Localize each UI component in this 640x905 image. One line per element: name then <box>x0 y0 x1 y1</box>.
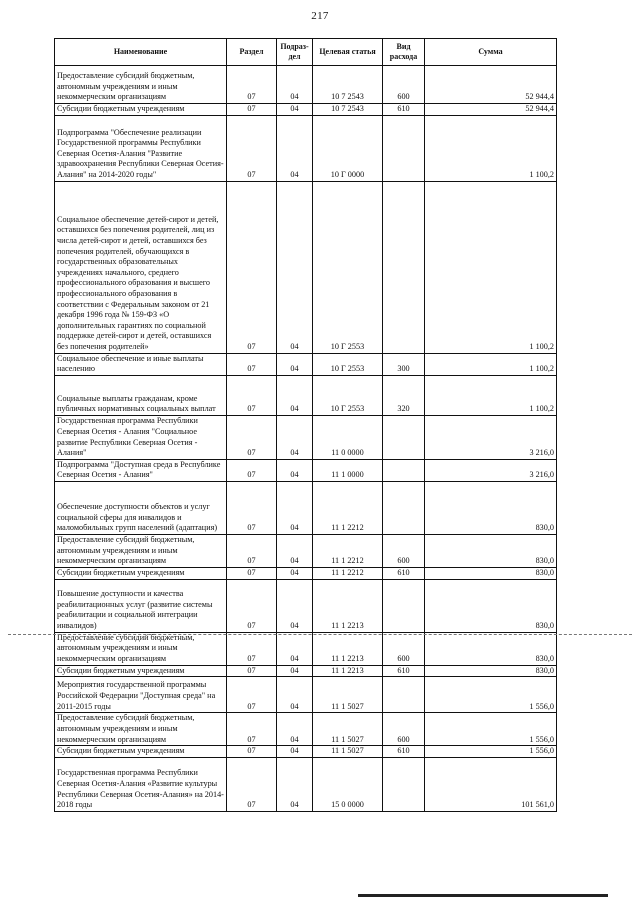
row-name-cell: Субсидии бюджетным учреждениям <box>55 104 227 116</box>
row-name-cell: Предоставление субсидий бюджетным, автономным учреждениям и иным некоммерческим организациям <box>55 632 227 665</box>
table-row <box>55 579 557 632</box>
row-name-cell: Предоставление субсидий бюджетным, автономным учреждениям и иным некоммерческим организациям <box>55 713 227 746</box>
page-cut-divider <box>8 634 632 635</box>
row-sum-cell: 1 556,0 <box>425 677 557 713</box>
row-name-cell: Предоставление субсидий бюджетным, автономным учреждениям и иным некоммерческим организациям <box>55 534 227 567</box>
row-article-cell: 10 7 2543 <box>313 104 383 116</box>
row-sum-cell: 1 100,2 <box>425 353 557 375</box>
row-sum-cell: 830,0 <box>425 481 557 534</box>
row-subsection-cell: 04 <box>277 579 313 632</box>
row-sum-cell: 1 100,2 <box>425 375 557 415</box>
row-section-cell: 07 <box>227 713 277 746</box>
row-expense-type-cell: 600 <box>383 66 425 104</box>
row-subsection-cell: 04 <box>277 115 313 181</box>
row-expense-type-cell <box>383 579 425 632</box>
table-header-row <box>55 39 557 66</box>
row-article-cell: 11 1 2212 <box>313 567 383 579</box>
budget-table <box>54 38 557 812</box>
row-name-cell: Предоставление субсидий бюджетным, автономным учреждениям и иным некоммерческим организациям <box>55 66 227 104</box>
row-name-cell: Мероприятия государственной программы Российской Федерации "Доступная среда" на 2011-2015 годы <box>55 677 227 713</box>
row-article-cell: 11 1 2213 <box>313 665 383 677</box>
row-name-cell: Государственная программа Республики Северная Осетия - Алания "Социальное развитие Республики Северная Осетия - Алания" <box>55 415 227 459</box>
row-name-cell: Государственная программа Республики Северная Осетия-Алания «Развитие культуры Республики Северная Осетия-Алания» на 2014-2018 годы <box>55 757 227 811</box>
footer-rule <box>358 894 608 897</box>
row-section-cell: 07 <box>227 459 277 481</box>
table-row <box>55 632 557 665</box>
row-name-cell: Обеспечение доступности объектов и услуг социальной сферы для инвалидов и маломобильных групп населений (адаптация) <box>55 481 227 534</box>
row-sum-cell: 1 100,2 <box>425 115 557 181</box>
table-row <box>55 115 557 181</box>
row-article-cell: 10 Г 2553 <box>313 375 383 415</box>
row-subsection-cell: 04 <box>277 757 313 811</box>
row-expense-type-cell: 320 <box>383 375 425 415</box>
row-article-cell: 10 Г 2553 <box>313 353 383 375</box>
row-subsection-cell: 04 <box>277 459 313 481</box>
row-name-cell: Социальное обеспечение детей-сирот и детей, оставшихся без попечения родителей, лиц из числа детей-сирот и детей, оставшихся без попечения родителей, обучающихся в государственных образовательных учреждениях начального, среднего профессионального образования и высшего профессионального образования в соответствии с Федеральным законом от 21 декабря 1996 года № 159-ФЗ «О дополнительных гарантиях по социальной поддержке детей-сирот и детей, оставшихся без попечения родителей» <box>55 181 227 353</box>
row-section-cell: 07 <box>227 665 277 677</box>
row-sum-cell: 1 100,2 <box>425 181 557 353</box>
table-row <box>55 66 557 104</box>
row-expense-type-cell <box>383 459 425 481</box>
row-article-cell: 11 1 5027 <box>313 713 383 746</box>
table-row <box>55 677 557 713</box>
row-expense-type-cell: 600 <box>383 632 425 665</box>
row-subsection-cell: 04 <box>277 665 313 677</box>
table-row <box>55 353 557 375</box>
row-section-cell: 07 <box>227 746 277 758</box>
row-section-cell: 07 <box>227 481 277 534</box>
table-row <box>55 181 557 353</box>
row-article-cell: 10 7 2543 <box>313 66 383 104</box>
header-expense-type: Вид расхода <box>383 39 425 66</box>
row-sum-cell: 830,0 <box>425 567 557 579</box>
row-subsection-cell: 04 <box>277 415 313 459</box>
row-subsection-cell: 04 <box>277 677 313 713</box>
row-name-cell: Субсидии бюджетным учреждениям <box>55 746 227 758</box>
row-article-cell: 11 1 2212 <box>313 481 383 534</box>
row-section-cell: 07 <box>227 567 277 579</box>
header-sum: Сумма <box>425 39 557 66</box>
row-expense-type-cell: 610 <box>383 665 425 677</box>
row-expense-type-cell: 610 <box>383 746 425 758</box>
row-name-cell: Повышение доступности и качества реабилитационных услуг (развитие системы реабилитации и социальной интеграции инвалидов) <box>55 579 227 632</box>
row-section-cell: 07 <box>227 181 277 353</box>
table-row <box>55 665 557 677</box>
row-sum-cell: 830,0 <box>425 579 557 632</box>
row-expense-type-cell: 300 <box>383 353 425 375</box>
row-subsection-cell: 04 <box>277 534 313 567</box>
row-section-cell: 07 <box>227 757 277 811</box>
row-subsection-cell: 04 <box>277 746 313 758</box>
row-subsection-cell: 04 <box>277 66 313 104</box>
row-expense-type-cell <box>383 677 425 713</box>
row-expense-type-cell <box>383 181 425 353</box>
table-row <box>55 481 557 534</box>
row-sum-cell: 3 216,0 <box>425 459 557 481</box>
row-name-cell: Субсидии бюджетным учреждениям <box>55 665 227 677</box>
row-article-cell: 11 1 2213 <box>313 579 383 632</box>
row-article-cell: 15 0 0000 <box>313 757 383 811</box>
row-subsection-cell: 04 <box>277 567 313 579</box>
header-subsection: Подраз-дел <box>277 39 313 66</box>
row-name-cell: Социальное обеспечение и иные выплаты населению <box>55 353 227 375</box>
table-row <box>55 534 557 567</box>
table-row <box>55 375 557 415</box>
table-row <box>55 459 557 481</box>
table-row <box>55 415 557 459</box>
row-subsection-cell: 04 <box>277 353 313 375</box>
row-expense-type-cell: 610 <box>383 104 425 116</box>
row-section-cell: 07 <box>227 579 277 632</box>
row-section-cell: 07 <box>227 353 277 375</box>
row-article-cell: 11 1 2213 <box>313 632 383 665</box>
row-section-cell: 07 <box>227 375 277 415</box>
table-row <box>55 746 557 758</box>
row-section-cell: 07 <box>227 66 277 104</box>
row-subsection-cell: 04 <box>277 104 313 116</box>
page-number: 217 <box>311 10 329 22</box>
row-name-cell: Социальные выплаты гражданам, кроме публичных нормативных социальных выплат <box>55 375 227 415</box>
row-sum-cell: 830,0 <box>425 632 557 665</box>
table-row <box>55 757 557 811</box>
row-section-cell: 07 <box>227 632 277 665</box>
row-article-cell: 11 1 0000 <box>313 459 383 481</box>
row-subsection-cell: 04 <box>277 713 313 746</box>
row-section-cell: 07 <box>227 415 277 459</box>
row-subsection-cell: 04 <box>277 375 313 415</box>
row-expense-type-cell: 610 <box>383 567 425 579</box>
header-section: Раздел <box>227 39 277 66</box>
row-sum-cell: 1 556,0 <box>425 746 557 758</box>
header-article: Целевая статья <box>313 39 383 66</box>
row-expense-type-cell <box>383 481 425 534</box>
row-article-cell: 10 Г 0000 <box>313 115 383 181</box>
row-name-cell: Субсидии бюджетным учреждениям <box>55 567 227 579</box>
row-expense-type-cell <box>383 115 425 181</box>
row-section-cell: 07 <box>227 677 277 713</box>
table-row <box>55 713 557 746</box>
row-expense-type-cell: 600 <box>383 534 425 567</box>
row-article-cell: 11 1 5027 <box>313 677 383 713</box>
row-section-cell: 07 <box>227 104 277 116</box>
row-section-cell: 07 <box>227 534 277 567</box>
row-sum-cell: 3 216,0 <box>425 415 557 459</box>
row-name-cell: Подпрограмма "Обеспечение реализации Государственной программы Республики Северная Осетия-Алания "Развитие здравоохранения Республики Северная Осетия-Алания" на 2014-2020 годы" <box>55 115 227 181</box>
row-subsection-cell: 04 <box>277 481 313 534</box>
row-article-cell: 10 Г 2553 <box>313 181 383 353</box>
row-expense-type-cell: 600 <box>383 713 425 746</box>
row-sum-cell: 830,0 <box>425 665 557 677</box>
table-row <box>55 104 557 116</box>
row-subsection-cell: 04 <box>277 181 313 353</box>
row-sum-cell: 1 556,0 <box>425 713 557 746</box>
row-sum-cell: 52 944,4 <box>425 66 557 104</box>
table-row <box>55 567 557 579</box>
row-expense-type-cell <box>383 415 425 459</box>
row-article-cell: 11 1 5027 <box>313 746 383 758</box>
row-section-cell: 07 <box>227 115 277 181</box>
row-expense-type-cell <box>383 757 425 811</box>
row-article-cell: 11 1 2212 <box>313 534 383 567</box>
row-name-cell: Подпрограмма "Доступная среда в Республике Северная Осетия - Алания" <box>55 459 227 481</box>
row-article-cell: 11 0 0000 <box>313 415 383 459</box>
row-sum-cell: 52 944,4 <box>425 104 557 116</box>
row-sum-cell: 830,0 <box>425 534 557 567</box>
row-sum-cell: 101 561,0 <box>425 757 557 811</box>
header-name: Наименование <box>55 39 227 66</box>
row-subsection-cell: 04 <box>277 632 313 665</box>
